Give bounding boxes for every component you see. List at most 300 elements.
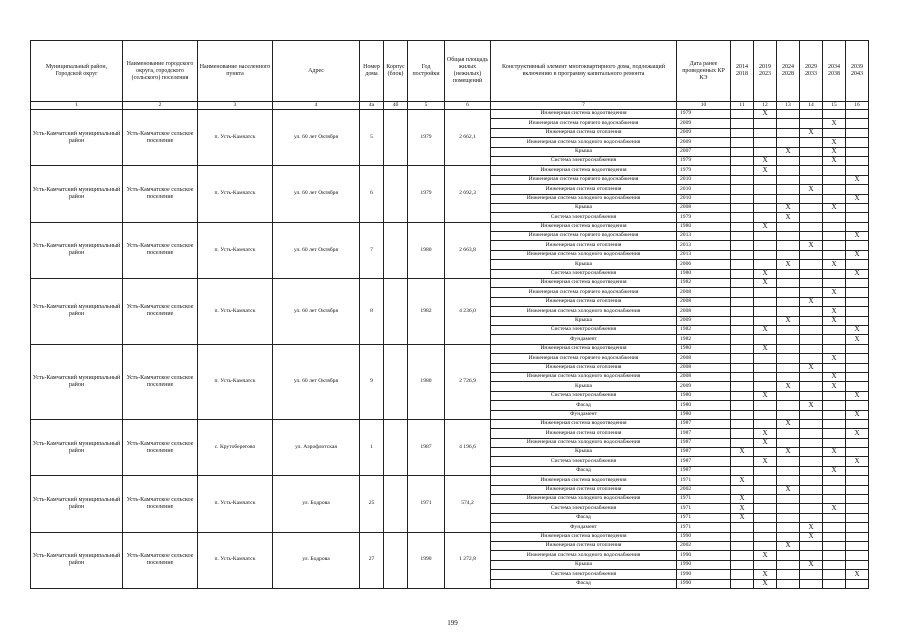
period-mark-cell bbox=[754, 419, 777, 428]
period-mark-cell bbox=[823, 391, 846, 400]
table-row bbox=[31, 344, 869, 353]
column-number: 1 bbox=[31, 102, 123, 110]
header-cell: Адрес bbox=[273, 41, 360, 102]
period-mark-cell bbox=[846, 156, 869, 165]
element-cell: Инженерная система водоотведения bbox=[491, 532, 677, 541]
period-mark-cell bbox=[777, 354, 800, 363]
period-mark-cell bbox=[800, 110, 823, 119]
settlement-cell: Усть-Камчатское сельское поселение bbox=[123, 419, 198, 475]
period-mark-cell bbox=[823, 269, 846, 278]
period-mark-cell bbox=[754, 232, 777, 241]
element-cell: Крыша bbox=[491, 260, 677, 269]
period-mark-cell bbox=[800, 203, 823, 212]
element-cell: Крыша bbox=[491, 382, 677, 391]
period-mark-cell bbox=[823, 175, 846, 184]
area-cell: 2 692,3 bbox=[445, 166, 491, 222]
build-year-cell: 1971 bbox=[408, 476, 445, 532]
table-row bbox=[31, 532, 869, 541]
period-mark-cell bbox=[800, 579, 823, 588]
period-mark-cell bbox=[754, 382, 777, 391]
period-mark-cell bbox=[800, 222, 823, 231]
period-mark-cell: X bbox=[823, 466, 846, 475]
period-mark-cell bbox=[823, 335, 846, 344]
block-cell bbox=[384, 222, 408, 278]
period-mark-cell bbox=[800, 391, 823, 400]
period-mark-cell bbox=[823, 485, 846, 494]
period-mark-cell bbox=[754, 288, 777, 297]
element-cell: Крыша bbox=[491, 560, 677, 569]
element-cell: Инженерная система отопления bbox=[491, 363, 677, 372]
period-mark-cell bbox=[823, 279, 846, 288]
period-mark-cell bbox=[731, 213, 754, 222]
table-row bbox=[31, 110, 869, 119]
period-mark-cell bbox=[800, 260, 823, 269]
period-mark-cell bbox=[800, 166, 823, 175]
period-mark-cell: X bbox=[846, 325, 869, 334]
period-mark-cell bbox=[846, 541, 869, 550]
table-row bbox=[31, 166, 869, 175]
header-cell: 2029 2033 bbox=[800, 41, 823, 102]
period-mark-cell bbox=[777, 119, 800, 128]
area-cell: 4 196,6 bbox=[445, 419, 491, 475]
column-number: 4 bbox=[273, 102, 360, 110]
period-mark-cell bbox=[823, 532, 846, 541]
period-mark-cell bbox=[823, 325, 846, 334]
period-mark-cell bbox=[777, 438, 800, 447]
element-cell: Инженерная система отопления bbox=[491, 297, 677, 306]
period-mark-cell bbox=[754, 175, 777, 184]
period-mark-cell bbox=[731, 175, 754, 184]
period-mark-cell bbox=[754, 213, 777, 222]
element-cell: Система электроснабжения bbox=[491, 213, 677, 222]
house-number-cell: 1 bbox=[360, 419, 384, 475]
period-mark-cell bbox=[754, 241, 777, 250]
period-mark-cell bbox=[823, 241, 846, 250]
period-mark-cell bbox=[754, 250, 777, 259]
period-mark-cell bbox=[731, 541, 754, 550]
period-mark-cell bbox=[800, 429, 823, 438]
period-mark-cell bbox=[777, 401, 800, 410]
period-mark-cell bbox=[846, 288, 869, 297]
period-mark-cell bbox=[777, 410, 800, 419]
period-mark-cell: X bbox=[846, 269, 869, 278]
period-mark-cell bbox=[754, 147, 777, 156]
element-cell: Фасад bbox=[491, 513, 677, 522]
period-mark-cell: X bbox=[754, 344, 777, 353]
period-mark-cell: X bbox=[777, 448, 800, 457]
build-year-cell: 1979 bbox=[408, 110, 445, 166]
period-mark-cell bbox=[846, 279, 869, 288]
header-cell: Муниципальный район, Городской округ bbox=[31, 41, 123, 102]
period-mark-cell bbox=[823, 476, 846, 485]
repair-date-cell: 2002 bbox=[677, 541, 731, 550]
repair-date-cell: 1982 bbox=[677, 325, 731, 334]
table-row bbox=[31, 222, 869, 231]
period-mark-cell bbox=[846, 297, 869, 306]
period-mark-cell bbox=[777, 495, 800, 504]
period-mark-cell: X bbox=[846, 232, 869, 241]
element-cell: Инженерная система холодного водоснабжения bbox=[491, 194, 677, 203]
period-mark-cell bbox=[754, 194, 777, 203]
address-cell: ул. 60 лет Октября bbox=[273, 166, 360, 222]
period-mark-cell bbox=[800, 476, 823, 485]
period-mark-cell bbox=[731, 316, 754, 325]
period-mark-cell: X bbox=[754, 570, 777, 579]
settlement-cell: Усть-Камчатское сельское поселение bbox=[123, 222, 198, 278]
period-mark-cell bbox=[777, 457, 800, 466]
period-mark-cell bbox=[800, 316, 823, 325]
period-mark-cell bbox=[800, 269, 823, 278]
address-cell: ул. 60 лет Октября bbox=[273, 222, 360, 278]
period-mark-cell bbox=[731, 485, 754, 494]
element-cell: Фасад bbox=[491, 579, 677, 588]
period-mark-cell bbox=[846, 372, 869, 381]
period-mark-cell: X bbox=[800, 185, 823, 194]
period-mark-cell: X bbox=[754, 110, 777, 119]
element-cell: Фундамент bbox=[491, 410, 677, 419]
period-mark-cell bbox=[823, 222, 846, 231]
district-cell: Усть-Камчатский муниципальный район bbox=[31, 279, 123, 345]
period-mark-cell bbox=[777, 110, 800, 119]
house-number-cell: 6 bbox=[360, 166, 384, 222]
period-mark-cell: X bbox=[846, 429, 869, 438]
repair-date-cell: 1990 bbox=[677, 532, 731, 541]
element-cell: Крыша bbox=[491, 147, 677, 156]
header-cell: Дата ранее проведенных КР КЭ bbox=[677, 41, 731, 102]
period-mark-cell bbox=[731, 185, 754, 194]
period-mark-cell bbox=[731, 119, 754, 128]
build-year-cell: 1982 bbox=[408, 279, 445, 345]
period-mark-cell bbox=[846, 448, 869, 457]
district-cell: Усть-Камчатский муниципальный район bbox=[31, 532, 123, 588]
header-cell: Номер дома bbox=[360, 41, 384, 102]
period-mark-cell bbox=[823, 213, 846, 222]
period-mark-cell bbox=[846, 344, 869, 353]
header-cell: 2024 2028 bbox=[777, 41, 800, 102]
period-mark-cell bbox=[823, 110, 846, 119]
repair-date-cell: 2009 bbox=[677, 119, 731, 128]
locality-cell: п. Усть-Камчатск bbox=[198, 222, 273, 278]
repair-date-cell: 1987 bbox=[677, 448, 731, 457]
period-mark-cell: X bbox=[800, 560, 823, 569]
repair-date-cell: 1987 bbox=[677, 466, 731, 475]
period-mark-cell: X bbox=[800, 363, 823, 372]
period-mark-cell: X bbox=[823, 260, 846, 269]
period-mark-cell bbox=[800, 232, 823, 241]
period-mark-cell bbox=[846, 241, 869, 250]
period-mark-cell bbox=[731, 372, 754, 381]
period-mark-cell bbox=[846, 532, 869, 541]
period-mark-cell bbox=[800, 250, 823, 259]
period-mark-cell: X bbox=[777, 541, 800, 550]
period-mark-cell bbox=[754, 260, 777, 269]
build-year-cell: 1990 bbox=[408, 532, 445, 588]
period-mark-cell bbox=[846, 513, 869, 522]
table-row bbox=[31, 279, 869, 288]
period-mark-cell bbox=[846, 260, 869, 269]
period-mark-cell bbox=[800, 541, 823, 550]
period-mark-cell bbox=[777, 579, 800, 588]
period-mark-cell bbox=[800, 194, 823, 203]
period-mark-cell bbox=[846, 401, 869, 410]
period-mark-cell: X bbox=[754, 551, 777, 560]
period-mark-cell bbox=[823, 551, 846, 560]
period-mark-cell bbox=[846, 128, 869, 137]
element-cell: Инженерная система холодного водоснабжения bbox=[491, 495, 677, 504]
period-mark-cell bbox=[800, 485, 823, 494]
header-cell: Конструктивный элемент многоквартирного дома, подлежащий включению в программу капитального ремонта bbox=[491, 41, 677, 102]
period-mark-cell bbox=[731, 401, 754, 410]
repair-date-cell: 2009 bbox=[677, 382, 731, 391]
period-mark-cell bbox=[731, 297, 754, 306]
period-mark-cell bbox=[777, 363, 800, 372]
element-cell: Инженерная система холодного водоснабжения bbox=[491, 307, 677, 316]
period-mark-cell bbox=[846, 382, 869, 391]
address-cell: ул. Бодрова bbox=[273, 532, 360, 588]
column-number-row bbox=[31, 102, 869, 110]
period-mark-cell bbox=[846, 185, 869, 194]
header-cell: Наименование городского округа, городского (сельского) поселения bbox=[123, 41, 198, 102]
period-mark-cell: X bbox=[731, 495, 754, 504]
period-mark-cell bbox=[731, 419, 754, 428]
period-mark-cell bbox=[777, 138, 800, 147]
period-mark-cell bbox=[777, 250, 800, 259]
period-mark-cell bbox=[846, 419, 869, 428]
element-cell: Инженерная система водоотведения bbox=[491, 166, 677, 175]
repair-date-cell: 2007 bbox=[677, 147, 731, 156]
period-mark-cell bbox=[800, 438, 823, 447]
repair-date-cell: 1987 bbox=[677, 419, 731, 428]
table-row bbox=[31, 476, 869, 485]
column-number: 3 bbox=[198, 102, 273, 110]
column-number: 13 bbox=[777, 102, 800, 110]
period-mark-cell: X bbox=[754, 579, 777, 588]
address-cell: ул. Аэрофлотская bbox=[273, 419, 360, 475]
period-mark-cell bbox=[823, 560, 846, 569]
period-mark-cell: X bbox=[754, 438, 777, 447]
period-mark-cell: X bbox=[777, 316, 800, 325]
period-mark-cell bbox=[777, 391, 800, 400]
period-mark-cell: X bbox=[777, 485, 800, 494]
element-cell: Инженерная система водоотведения bbox=[491, 279, 677, 288]
period-mark-cell bbox=[731, 354, 754, 363]
element-cell: Инженерная система водоотведения bbox=[491, 110, 677, 119]
period-mark-cell bbox=[846, 316, 869, 325]
repair-date-cell: 2008 bbox=[677, 307, 731, 316]
repair-date-cell: 1980 bbox=[677, 391, 731, 400]
period-mark-cell bbox=[823, 250, 846, 259]
period-mark-cell bbox=[777, 344, 800, 353]
element-cell: Инженерная система горячего водоснабжения bbox=[491, 288, 677, 297]
period-mark-cell: X bbox=[754, 269, 777, 278]
period-mark-cell bbox=[754, 128, 777, 137]
period-mark-cell bbox=[777, 241, 800, 250]
period-mark-cell bbox=[777, 325, 800, 334]
period-mark-cell bbox=[754, 485, 777, 494]
repair-date-cell: 1980 bbox=[677, 222, 731, 231]
period-mark-cell: X bbox=[754, 457, 777, 466]
period-mark-cell: X bbox=[800, 241, 823, 250]
period-mark-cell: X bbox=[846, 250, 869, 259]
period-mark-cell bbox=[754, 504, 777, 513]
period-mark-cell bbox=[777, 194, 800, 203]
period-mark-cell: X bbox=[754, 325, 777, 334]
settlement-cell: Усть-Камчатское сельское поселение bbox=[123, 166, 198, 222]
period-mark-cell: X bbox=[846, 457, 869, 466]
period-mark-cell bbox=[731, 429, 754, 438]
period-mark-cell bbox=[731, 363, 754, 372]
column-number: 11 bbox=[731, 102, 754, 110]
period-mark-cell bbox=[777, 288, 800, 297]
period-mark-cell bbox=[800, 495, 823, 504]
period-mark-cell bbox=[731, 307, 754, 316]
locality-cell: с. Крутоберегово bbox=[198, 419, 273, 475]
period-mark-cell bbox=[800, 138, 823, 147]
period-mark-cell bbox=[754, 372, 777, 381]
header-cell: 2039 2043 bbox=[846, 41, 869, 102]
period-mark-cell: X bbox=[846, 175, 869, 184]
house-number-cell: 8 bbox=[360, 279, 384, 345]
repair-date-cell: 2009 bbox=[677, 316, 731, 325]
house-number-cell: 7 bbox=[360, 222, 384, 278]
repair-date-cell: 2008 bbox=[677, 363, 731, 372]
build-year-cell: 1980 bbox=[408, 222, 445, 278]
element-cell: Фундамент bbox=[491, 523, 677, 532]
period-mark-cell bbox=[800, 466, 823, 475]
period-mark-cell bbox=[823, 523, 846, 532]
repair-date-cell: 1987 bbox=[677, 429, 731, 438]
period-mark-cell: X bbox=[731, 476, 754, 485]
locality-cell: п. Усть-Камчатск bbox=[198, 476, 273, 532]
period-mark-cell bbox=[846, 363, 869, 372]
settlement-cell: Усть-Камчатское сельское поселение bbox=[123, 476, 198, 532]
period-mark-cell bbox=[754, 363, 777, 372]
element-cell: Инженерная система горячего водоснабжения bbox=[491, 354, 677, 363]
address-cell: ул. Бодрова bbox=[273, 476, 360, 532]
period-mark-cell bbox=[777, 307, 800, 316]
column-number: 12 bbox=[754, 102, 777, 110]
period-mark-cell bbox=[823, 128, 846, 137]
repair-date-cell: 2006 bbox=[677, 260, 731, 269]
block-cell bbox=[384, 532, 408, 588]
repair-date-cell: 1980 bbox=[677, 344, 731, 353]
period-mark-cell bbox=[846, 551, 869, 560]
period-mark-cell bbox=[823, 457, 846, 466]
house-number-cell: 9 bbox=[360, 344, 384, 419]
repair-date-cell: 2009 bbox=[677, 128, 731, 137]
column-number: 5 bbox=[408, 102, 445, 110]
period-mark-cell bbox=[823, 194, 846, 203]
period-mark-cell bbox=[800, 175, 823, 184]
period-mark-cell bbox=[754, 138, 777, 147]
period-mark-cell bbox=[800, 354, 823, 363]
period-mark-cell: X bbox=[800, 128, 823, 137]
header-cell: Год постройки bbox=[408, 41, 445, 102]
column-number: 15 bbox=[823, 102, 846, 110]
repair-date-cell: 2008 bbox=[677, 354, 731, 363]
period-mark-cell bbox=[777, 335, 800, 344]
block-cell bbox=[384, 110, 408, 166]
period-mark-cell bbox=[777, 156, 800, 165]
repair-date-cell: 1982 bbox=[677, 335, 731, 344]
repair-date-cell: 2008 bbox=[677, 288, 731, 297]
period-mark-cell: X bbox=[846, 410, 869, 419]
period-mark-cell: X bbox=[846, 335, 869, 344]
repair-date-cell: 2013 bbox=[677, 250, 731, 259]
period-mark-cell bbox=[777, 222, 800, 231]
period-mark-cell bbox=[754, 513, 777, 522]
period-mark-cell bbox=[823, 166, 846, 175]
period-mark-cell bbox=[846, 166, 869, 175]
period-mark-cell bbox=[777, 297, 800, 306]
period-mark-cell: X bbox=[823, 316, 846, 325]
period-mark-cell bbox=[731, 335, 754, 344]
period-mark-cell bbox=[800, 344, 823, 353]
period-mark-cell bbox=[823, 410, 846, 419]
repair-date-cell: 2008 bbox=[677, 297, 731, 306]
element-cell: Инженерная система горячего водоснабжения bbox=[491, 232, 677, 241]
repair-date-cell: 1979 bbox=[677, 213, 731, 222]
period-mark-cell bbox=[731, 260, 754, 269]
period-mark-cell bbox=[777, 551, 800, 560]
period-mark-cell: X bbox=[823, 119, 846, 128]
table-row bbox=[31, 419, 869, 428]
period-mark-cell bbox=[846, 138, 869, 147]
period-mark-cell bbox=[846, 466, 869, 475]
period-mark-cell: X bbox=[731, 448, 754, 457]
period-mark-cell bbox=[731, 523, 754, 532]
period-mark-cell bbox=[800, 156, 823, 165]
element-cell: Фундамент bbox=[491, 335, 677, 344]
locality-cell: п. Усть-Камчатск bbox=[198, 344, 273, 419]
period-mark-cell bbox=[800, 448, 823, 457]
element-cell: Инженерная система водоотведения bbox=[491, 344, 677, 353]
element-cell: Крыша bbox=[491, 203, 677, 212]
period-mark-cell: X bbox=[800, 401, 823, 410]
period-mark-cell bbox=[800, 279, 823, 288]
element-cell: Инженерная система водоотведения bbox=[491, 476, 677, 485]
period-mark-cell bbox=[731, 579, 754, 588]
period-mark-cell bbox=[823, 579, 846, 588]
element-cell: Система электроснабжения bbox=[491, 325, 677, 334]
period-mark-cell: X bbox=[846, 194, 869, 203]
period-mark-cell bbox=[754, 316, 777, 325]
district-cell: Усть-Камчатский муниципальный район bbox=[31, 344, 123, 419]
period-mark-cell bbox=[777, 523, 800, 532]
period-mark-cell bbox=[846, 222, 869, 231]
period-mark-cell bbox=[731, 560, 754, 569]
period-mark-cell bbox=[731, 128, 754, 137]
element-cell: Крыша bbox=[491, 448, 677, 457]
period-mark-cell: X bbox=[823, 288, 846, 297]
header-cell: Общая площадь жилых (нежилых) помещений bbox=[445, 41, 491, 102]
period-mark-cell: X bbox=[731, 513, 754, 522]
period-mark-cell bbox=[800, 551, 823, 560]
period-mark-cell bbox=[731, 232, 754, 241]
settlement-cell: Усть-Камчатское сельское поселение bbox=[123, 110, 198, 166]
element-cell: Инженерная система отопления bbox=[491, 541, 677, 550]
element-cell: Система электроснабжения bbox=[491, 457, 677, 466]
element-cell: Инженерная система водоотведения bbox=[491, 419, 677, 428]
period-mark-cell bbox=[777, 570, 800, 579]
element-cell: Система электроснабжения bbox=[491, 269, 677, 278]
settlement-cell: Усть-Камчатское сельское поселение bbox=[123, 344, 198, 419]
build-year-cell: 1979 bbox=[408, 166, 445, 222]
period-mark-cell bbox=[754, 410, 777, 419]
element-cell: Система электроснабжения bbox=[491, 391, 677, 400]
period-mark-cell bbox=[800, 419, 823, 428]
repair-date-cell: 2013 bbox=[677, 241, 731, 250]
